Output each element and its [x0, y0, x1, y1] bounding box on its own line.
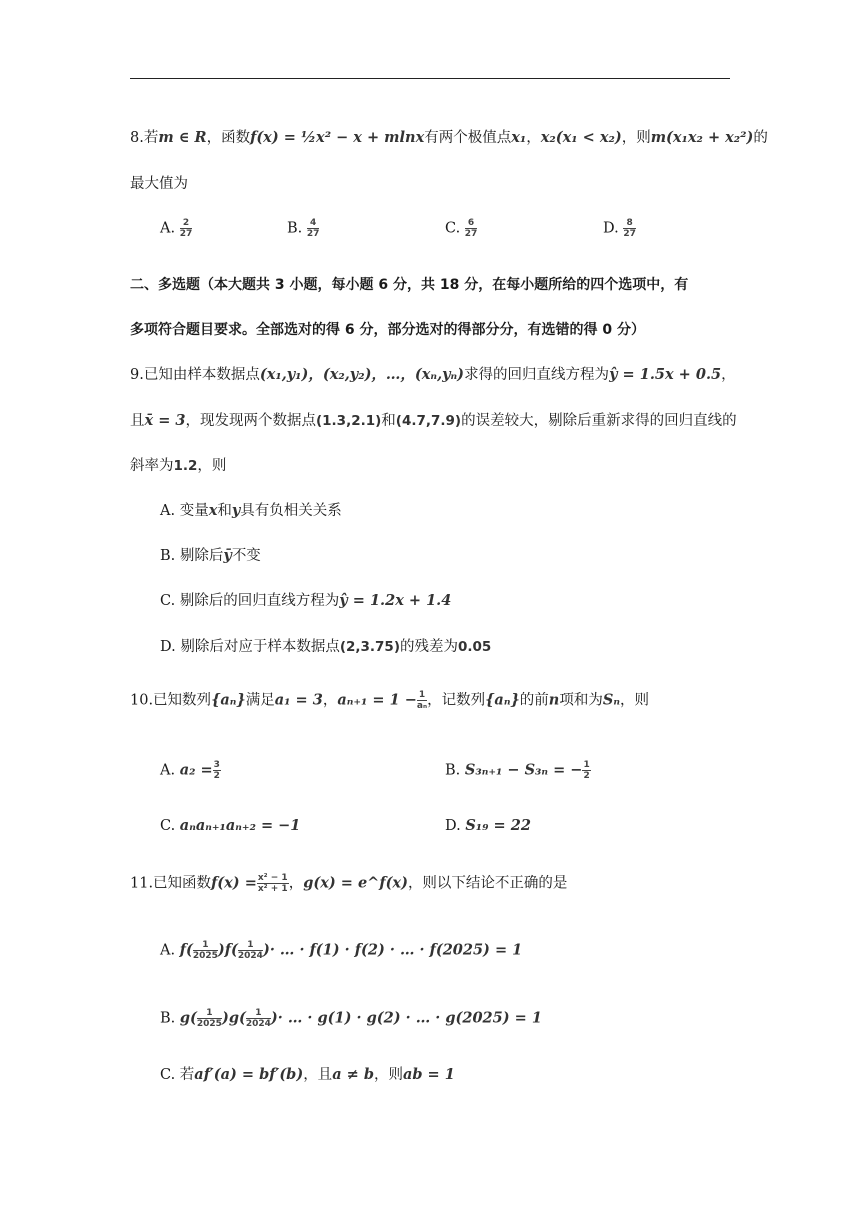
numerator: 8: [623, 218, 636, 229]
fraction: [180, 218, 193, 239]
q8-text: ，: [526, 130, 541, 146]
func-f: f: [179, 941, 186, 959]
option-letter: A.: [160, 220, 176, 237]
q10-option-a: [160, 760, 221, 781]
q10-text: ，则: [619, 692, 649, 709]
fraction: [623, 218, 636, 239]
numerator: 1: [193, 940, 218, 951]
q9-text: 求得的回归直线方程为: [464, 367, 610, 383]
var-x: x: [208, 502, 218, 519]
q9-point-2: (4.7,7.9): [395, 413, 462, 429]
q9-text: ，现发现两个数据点: [185, 413, 316, 429]
q8-function: f(x) = ½x² − x + mlnx: [250, 129, 425, 146]
denominator: 2: [213, 771, 220, 781]
option-letter: B.: [287, 220, 303, 237]
option-expression: a₂ =: [179, 761, 213, 779]
denominator: 2025: [192, 951, 218, 961]
section-heading-line-1: 二、多选题（本大题共 3 小题，每小题 6 分，共 18 分，在每小题所给的四个选项中，有: [130, 277, 689, 293]
option-text: B. 剔除后: [160, 548, 224, 564]
q8-option-b: [287, 218, 319, 239]
numerator: 2: [180, 218, 193, 229]
option-letter: A.: [160, 762, 176, 779]
option-equation: af′(a) = bf′(b): [194, 1066, 304, 1083]
q8-text: 的: [753, 130, 768, 146]
option-text: ，则: [373, 1067, 403, 1083]
q10-sequence: {aₙ}: [211, 691, 246, 709]
q8-prefix: 8.若: [130, 130, 159, 146]
q8-option-d: [603, 218, 636, 239]
fraction: [238, 940, 263, 961]
denominator: 2025: [196, 1019, 222, 1029]
q10-text: 项和为: [559, 692, 603, 709]
q8-x1: x₁: [511, 129, 527, 146]
q8-option-c: [445, 218, 477, 239]
header-rule: [130, 78, 730, 79]
q8-option-a: [160, 218, 192, 239]
q9-text: 且: [130, 413, 145, 429]
question-11-line-1: [130, 873, 567, 894]
q10-text: ，记数列: [427, 692, 486, 709]
option-expression: · … · g(1) · g(2) · … · g(2025) = 1: [277, 1009, 542, 1027]
func-f: f: [224, 941, 232, 959]
q11-text: 11.已知函数: [130, 875, 212, 892]
option-letter: C.: [445, 220, 461, 237]
question-9-line-3: [130, 456, 226, 476]
section-heading-line-2: 多项符合题目要求。全部选对的得 6 分，部分选对的得部分分，有选错的得 0 分）: [130, 322, 645, 338]
option-letter: B.: [445, 762, 461, 779]
q11-text: ，: [288, 875, 304, 892]
q8-m-in-r: m ∈ R: [158, 129, 207, 146]
option-text: 不变: [231, 548, 261, 564]
q10-text: 满足: [245, 692, 275, 709]
option-expression: S₁₉ = 22: [465, 817, 531, 834]
denominator: 27: [464, 229, 478, 239]
option-letter: C.: [160, 818, 176, 834]
q11-option-a: A. f( $\frac{1}{2025}$ )f( $\frac{1}{2024}$ )· … · f(1) · f(2) · … · f(2025) = 1: [160, 940, 523, 961]
option-text: A. 变量: [160, 503, 209, 519]
q9-text: ，: [721, 367, 736, 383]
q10-option-b: [445, 760, 591, 781]
q9-text: 斜率为: [130, 458, 174, 474]
question-9-line-2: [130, 411, 737, 431]
fraction: [417, 690, 427, 711]
q9-xbar: x̄ = 3: [144, 412, 186, 429]
q10-sn: Sₙ: [602, 691, 620, 709]
option-letter: A.: [160, 942, 176, 959]
option-point: (2,3.75): [339, 639, 400, 655]
option-text: C. 剔除后的回归直线方程为: [160, 593, 340, 609]
numerator: 1: [583, 760, 590, 770]
numerator: 3: [213, 760, 220, 770]
q8-text: ，则: [621, 130, 651, 146]
q11-f: f(x) =: [211, 874, 257, 892]
q11-option-b: B. g( $\frac{1}{2025}$ )g( $\frac{1}{2024}$ )· … · g(1) · g(2) · … · g(2025) = 1: [160, 1008, 542, 1029]
q10-option-d: [445, 816, 531, 836]
denominator: 27: [306, 229, 320, 239]
q11-g: g(x) = e^f(x): [303, 874, 408, 892]
q9-option-c: [160, 591, 451, 611]
var-y: y: [231, 502, 241, 519]
numerator: 1: [246, 1008, 271, 1019]
q10-text: ，: [322, 692, 338, 709]
denominator: 2024: [237, 951, 263, 961]
q9-text: 和: [381, 413, 396, 429]
denominator: 2: [583, 771, 590, 781]
fraction: [257, 873, 289, 894]
denominator: 2024: [245, 1019, 271, 1029]
option-letter: D.: [445, 818, 461, 834]
question-8-line-2: 最大值为: [130, 176, 188, 192]
numerator: 6: [465, 218, 478, 229]
numerator: 1: [197, 1008, 222, 1019]
q11-text: ，则以下结论不正确的是: [407, 875, 568, 892]
question-10-line-1: [130, 690, 649, 711]
q9-data-points: (x₁,y₁)，(x₂,y₂)，…，(xₙ,yₙ): [259, 366, 465, 383]
option-text: ，且: [303, 1067, 333, 1083]
fraction: [246, 1008, 271, 1029]
func-g: g: [179, 1009, 191, 1027]
option-result: ab = 1: [402, 1066, 455, 1083]
denominator: 27: [623, 229, 636, 239]
fraction: [307, 218, 320, 239]
option-text: C. 若: [160, 1067, 195, 1083]
q9-text: 9.已知由样本数据点: [130, 367, 260, 383]
q9-regression-equation: ŷ = 1.5x + 0.5: [609, 366, 722, 383]
option-text: 和: [217, 503, 232, 519]
q8-x2-condition: x₂(x₁ < x₂): [540, 129, 622, 146]
q10-sequence: {aₙ}: [485, 691, 520, 709]
q9-option-a: [160, 501, 342, 521]
numerator: x² − 1: [257, 873, 288, 883]
q10-n: n: [548, 691, 560, 709]
q9-option-d: [160, 637, 491, 657]
q8-expression: m(x₁x₂ + x₂²): [650, 129, 754, 146]
q10-a1: a₁ = 3: [274, 691, 323, 709]
q9-text: ，则: [197, 458, 227, 474]
option-expression: aₙaₙ₊₁aₙ₊₂ = −1: [179, 817, 301, 834]
denominator: x² + 1: [257, 884, 288, 894]
q10-text: 的前: [519, 692, 549, 709]
option-expression: · … · f(1) · f(2) · … · f(2025) = 1: [269, 941, 523, 959]
denominator: 27: [179, 229, 193, 239]
fraction: [197, 1008, 222, 1029]
fraction: [213, 760, 221, 781]
q11-option-c: [160, 1065, 455, 1085]
q10-option-c: [160, 816, 300, 836]
fraction: [582, 760, 590, 781]
q8-text: ，函数: [206, 130, 251, 146]
q9-option-b: [160, 546, 261, 566]
option-expression: S₃ₙ₊₁ − S₃ₙ = −: [464, 761, 583, 779]
fraction: [465, 218, 478, 239]
question-9-line-1: [130, 365, 736, 385]
option-text: 具有负相关关系: [240, 503, 342, 519]
fraction: [193, 940, 218, 961]
option-text: D. 剔除后对应于样本数据点: [160, 639, 340, 655]
numerator: 1: [238, 940, 263, 951]
q8-text: 有两个极值点: [424, 130, 512, 146]
option-value: 0.05: [458, 639, 492, 655]
q9-point-1: (1.3,2.1): [315, 413, 382, 429]
option-equation: ŷ = 1.2x + 1.4: [339, 592, 452, 609]
numerator: 4: [307, 218, 320, 229]
option-letter: D.: [603, 220, 619, 237]
func-g: g: [228, 1009, 239, 1027]
numerator: 1: [418, 690, 426, 700]
option-text: 的残差为: [400, 639, 458, 655]
denominator: aₙ: [416, 701, 428, 711]
q9-slope: 1.2: [173, 458, 198, 474]
q10-text: 10.已知数列: [130, 692, 212, 709]
q10-recurrence: aₙ₊₁ = 1 −: [337, 691, 417, 709]
question-8-line-1: [130, 128, 768, 148]
q9-text: 的误差较大，剔除后重新求得的回归直线的: [461, 413, 737, 429]
option-condition: a ≠ b: [332, 1066, 374, 1083]
option-letter: B.: [160, 1010, 176, 1027]
var-ybar: ȳ: [223, 547, 232, 564]
